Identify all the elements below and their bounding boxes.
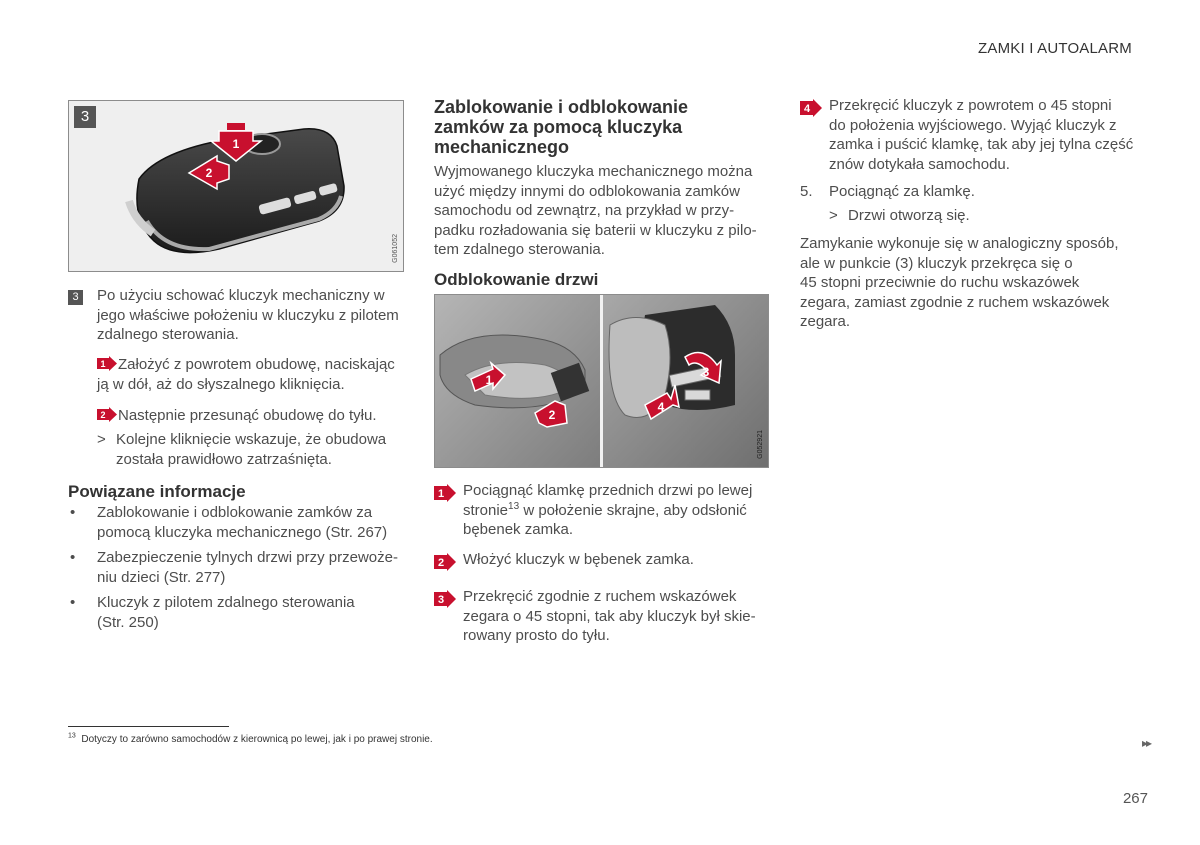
text-line: Kluczyk z pilotem zdalnego sterowania (97, 594, 355, 611)
step-4 (800, 96, 1135, 176)
result-marker: > (97, 431, 106, 448)
sub-step-1 (97, 355, 408, 394)
text-line: zegara, zamiast zgodnie z ruchem wskazówek (800, 293, 1110, 311)
svg-text:2: 2 (205, 166, 213, 180)
text-line: Kolejne kliknięcie wskazuje, że obudowa (116, 431, 387, 448)
text-line: ją w dół, aż do słyszalnego kliknięcia. (97, 375, 345, 393)
text-line: do położenia wyjściowego. Wyjąć kluczyk z (829, 116, 1117, 134)
door-handle-illustration (435, 295, 768, 467)
text-line: zdalnego sterowania. (97, 326, 239, 343)
red-arrow-badge-3-icon (434, 590, 456, 608)
text-line: zamka i puścić klamkę, tak aby jej tylna część (829, 136, 1134, 153)
bullet-dot: • (70, 504, 76, 521)
svg-text:1: 1 (485, 373, 493, 387)
intro-paragraph (434, 162, 770, 260)
red-arrow-badge-2-icon (434, 553, 456, 571)
figure-code: G061052 (392, 234, 399, 263)
text-line: Zabezpieczenie tylnych drzwi przy przewoże- (97, 549, 398, 566)
step-3 (68, 286, 408, 346)
footnote-text: Dotyczy to zarówno samochodów z kierownicą po lewej, jak i po prawej stronie. (81, 734, 433, 745)
bullet-dot: • (70, 549, 76, 566)
result (829, 206, 1135, 228)
text-line: zegara o 45 stopni, tak aby kluczyk był skie- (463, 607, 756, 625)
footnote (68, 734, 433, 745)
text-line: Po użyciu schować kluczyk mechaniczny w (97, 287, 385, 304)
text-line: (Str. 250) (97, 613, 159, 631)
text-line: samochodu od zewnątrz, na przykład w przy- (434, 202, 735, 219)
text-line: Drzwi otworzą się. (848, 207, 970, 224)
door-handle-figure (434, 294, 769, 468)
result (97, 430, 408, 470)
svg-text:1: 1 (437, 488, 445, 500)
text-line: Założyć z powrotem obudowę, naciskając (118, 356, 395, 373)
figure-code: G052921 (757, 430, 764, 459)
key-fob-illustration (69, 101, 403, 271)
text-line: Przekręcić zgodnie z ruchem wskazówek (463, 588, 737, 605)
text-line: Następnie przesunąć obudowę do tyłu. (118, 407, 377, 424)
text-line: tem zdalnego sterowania. (434, 241, 605, 258)
key-fob-figure (68, 100, 404, 272)
title-line: Zablokowanie i odblokowanie (434, 97, 689, 117)
text-line: Wyjmowanego kluczyka mechanicznego można (434, 163, 753, 180)
result-marker: > (829, 207, 838, 224)
text-line: niu dzieci (Str. 277) (97, 568, 226, 586)
svg-text:3: 3 (702, 365, 710, 379)
text-line: ale w punkcie (3) kluczyk przekręca się o (800, 254, 1073, 272)
svg-text:2: 2 (437, 557, 445, 569)
text-line: padku rozładowania się baterii w kluczyku z pilo- (434, 221, 757, 239)
text-line: 45 stopni przeciwnie do ruchu wskazówek (800, 274, 1080, 291)
red-arrow-badge-4-icon (800, 99, 822, 117)
closing-paragraph (800, 234, 1135, 332)
subheading-unlock-door: Odblokowanie drzwi (434, 270, 599, 289)
text-line: Włożyć kluczyk w bębenek zamka. (463, 551, 694, 568)
step-2 (434, 550, 770, 572)
title-line: zamków za pomocą kluczyka (434, 117, 683, 137)
step-5-number: 5. (800, 183, 813, 200)
related-link-3[interactable] (68, 593, 408, 633)
svg-text:4: 4 (657, 400, 665, 414)
svg-text:1: 1 (232, 137, 240, 151)
section-title (434, 97, 754, 157)
red-arrow-badge-2-icon (97, 407, 117, 422)
next-page-icon[interactable]: ▸▸ (1141, 736, 1150, 750)
bullet-dot: • (70, 594, 76, 611)
footnote-number: 13 (68, 732, 76, 740)
step-3-badge: 3 (68, 290, 83, 305)
footnote-ref[interactable]: 13 (508, 500, 520, 512)
related-heading: Powiązane informacje (68, 482, 246, 501)
page-number: 267 (1122, 790, 1148, 807)
step-3-text (97, 286, 399, 345)
text-span: w położenie skrajne, aby odsłonić (519, 501, 747, 519)
text-line: Pociągnąć za klamkę. (829, 183, 975, 200)
text-line: pomocą kluczyka mechanicznego (Str. 267) (97, 523, 388, 541)
text-line: Zamykanie wykonuje się w analogiczny sposób, (800, 235, 1119, 252)
related-link-2[interactable] (68, 548, 408, 588)
text-line: została prawidłowo zatrzaśnięta. (116, 450, 332, 468)
figure-number-badge: 3 (74, 106, 96, 128)
svg-text:2: 2 (548, 408, 556, 422)
text-line: znów dotykała samochodu. (829, 155, 1010, 173)
text-line: jego właściwe położeniu w kluczyku z pilotem (97, 306, 399, 324)
red-arrow-badge-1-icon (434, 484, 456, 502)
svg-text:1: 1 (100, 359, 106, 369)
text-line: Zablokowanie i odblokowanie zamków za (97, 504, 373, 521)
red-arrow-badge-1-icon (97, 356, 117, 371)
footnote-divider (68, 726, 229, 727)
text-line: Pociągnąć klamkę przednich drzwi po lewej (463, 482, 753, 499)
step-5 (800, 182, 1135, 204)
svg-text:4: 4 (803, 103, 811, 115)
text-line: bębenek zamka. (463, 521, 574, 538)
text-line: użyć między innymi do odblokowania zamków (434, 182, 740, 200)
title-line: mechanicznego (434, 137, 570, 157)
step-1 (434, 481, 770, 541)
section-header: ZAMKI I AUTOALARM (978, 40, 1132, 57)
svg-text:2: 2 (100, 410, 106, 420)
text-line: rowany prosto do tyłu. (463, 627, 610, 644)
step-3 (434, 587, 770, 647)
text-line: Przekręcić kluczyk z powrotem o 45 stopni (829, 97, 1112, 114)
related-link-1[interactable] (68, 503, 408, 543)
text-span: stronie (463, 501, 509, 519)
svg-text:3: 3 (437, 594, 445, 606)
text-line (463, 501, 752, 521)
sub-step-2 (97, 406, 408, 426)
text-line: zegara. (800, 313, 851, 330)
